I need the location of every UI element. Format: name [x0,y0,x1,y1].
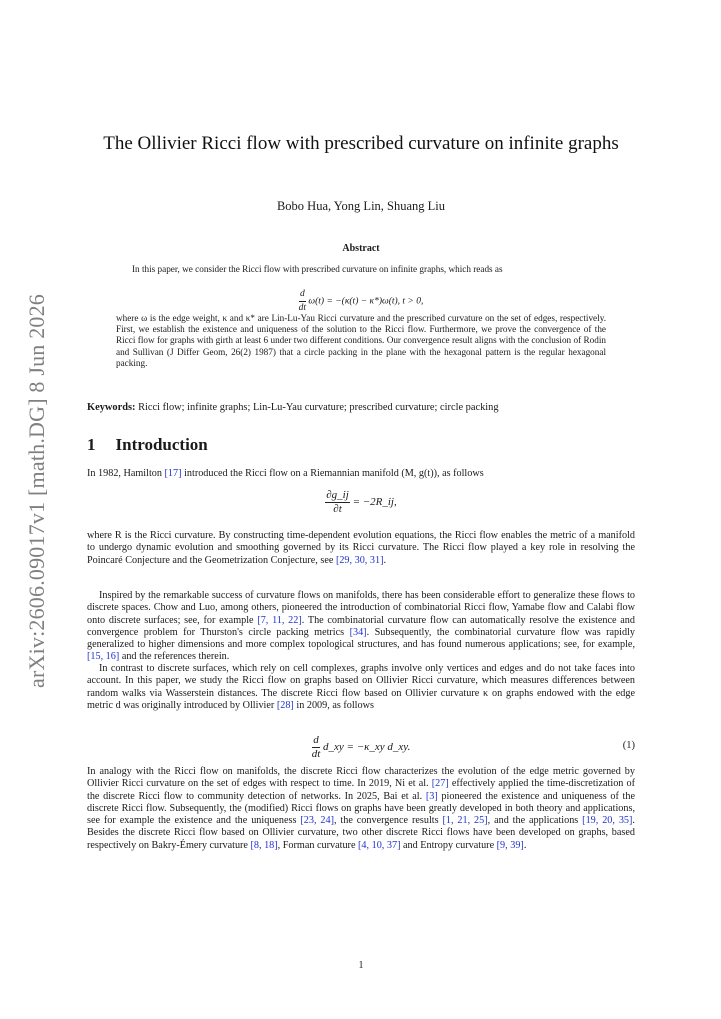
eq2-denominator: dt [311,748,321,760]
text-run: effectively applied the time-discretization of the discrete Ricci flow to community detection of networks. In 2025, Bai et al. [87,778,635,802]
section-heading-introduction [87,435,208,455]
citation-link[interactable]: [4, 10, 37] [358,839,401,851]
citation-link[interactable]: [29, 30, 31] [335,554,384,566]
intro-paragraph-4 [87,663,635,712]
citation-link[interactable]: [17] [164,468,182,479]
equation-number: (1) [622,740,635,751]
paper-authors: Bobo Hua, Yong Lin, Shuang Liu [276,199,446,213]
citation-link[interactable]: [15, 16] [87,651,120,663]
citation-link[interactable]: [28] [276,699,294,711]
section-number: 1 [87,435,96,454]
intro-paragraph-3 [87,590,635,664]
abstract-paragraph-1 [116,264,606,275]
intro-paragraph-2 [87,530,635,567]
citation-link[interactable]: [7, 11, 22] [257,614,302,626]
eq1-fraction [325,489,350,516]
section-title: Introduction [115,435,208,454]
eq2-body: d_xy = −κ_xy d_xy. [323,741,411,754]
text-run: introduced the Ricci flow on a Riemannian manifold (M, g(t)), as follows [181,468,484,479]
arxiv-side-stamp [20,286,54,696]
citation-link[interactable]: [27] [431,778,449,790]
text-run: . Besides the discrete Ricci flow based on Ollivier curvature, two other discrete Ricci flows have been developed on graphs, based respectively on Bakry-Émery curvature [87,815,635,851]
citation-link[interactable]: [23, 24] [300,815,334,827]
citation-link[interactable]: [34] [349,626,367,638]
eq1-numerator: ∂g_ij [326,489,349,501]
intro-paragraph-1 [87,468,635,480]
citation-link[interactable]: [1, 21, 25] [442,815,488,827]
text-run: , the convergence results [333,815,443,827]
eq1-body: = −2R_ij, [352,496,397,509]
abstract-eq-fraction [299,288,306,315]
text-run: . Subsequently, the combinatorial curvature flow was rapidly generalized to higher dimensions and more complex topological structures, and has found numerous applications; see, for example, [87,626,635,651]
citation-link[interactable]: [8, 18] [250,839,278,851]
citation-link[interactable]: [19, 20, 35] [582,815,633,827]
text-run: in 2009, as follows [293,699,374,711]
paper-title: The Ollivier Ricci flow with prescribed curvature on infinite graphs [103,133,619,154]
abstract-eq-denominator: dt [298,303,307,313]
text-run: where R is the Ricci curvature. By constructing time-dependent evolution equations, the Ricci flow enables the metric of a manifold to undergo dynamic evolution and smoothing governed by its Ricci curvature. The Ricci flow played a key role in resolving the Poincaré Conjecture and the Geometrization Conjecture, see [87,530,635,566]
abstract-paragraph-2: where ω is the edge weight, κ and κ* are Lin-Lu-Yau Ricci curvature and the prescribed curvature on the set of edges, respectively. First, we establish the existence and uniqueness of the solution to the Ricci flow. Furthermore, we prove the convergence of the Ricci flow for graphs with girth at least 6 under two different conditions. Our convergence result aligns with the conclusion of Rodin and Sullivan (J Differ Geom, 26(2) 1987) that a circle packing in the plane with the hexagonal pattern is the regular hexagonal packing. [116,313,606,368]
text-run: , and the applications [487,815,583,827]
keywords-text: Ricci flow; infinite graphs; Lin-Lu-Yau curvature; prescribed curvature; circle packing [138,402,499,413]
text-run: In contrast to discrete surfaces, which rely on cell complexes, graphs involve only vertices and edges and do not take faces into account. In this paper, we study the Ricci flow on graphs based on Ollivier Ricci curvature, which measures differences between random walks via Wasserstein distances. The discrete Ricci flow based on Ollivier curvature κ on graphs endowed with the edge metric d was originally introduced by Ollivier [87,663,635,711]
text-run: and Entropy curvature [400,839,497,851]
eq2-numerator: d [313,734,319,746]
text-run: . [523,839,527,851]
text-run: . The combinatorial curvature flow can automatically resolve the existence and convergence problem for Thurston's circle packing metrics [87,614,635,638]
citation-link[interactable]: [9, 39] [496,839,524,851]
text-run: In analogy with the Ricci flow on manifolds, the discrete Ricci flow characterizes the evolution of the edge metric governed by Ollivier Ricci curvature on the set of edges with respect to time. In 2019, Ni et al. [87,766,635,790]
text-run: , Forman curvature [277,839,359,851]
intro-paragraph-5 [87,766,635,852]
text-run: . [383,554,387,566]
citation-link[interactable]: [3] [425,790,438,802]
discrete-ricci-flow-equation [87,734,635,761]
keywords-line [87,402,635,413]
keywords-label: Keywords: [87,402,136,413]
eq1-denominator: ∂t [333,503,342,515]
arxiv-identifier: arXiv:2606.09017v1 [math.DG] 8 Jun 2026 [24,294,50,688]
text-run: and the references therein. [119,651,230,663]
text-run: Inspired by the remarkable success of curvature flows on manifolds, there has been considerable effort to generalize these flows to discrete spaces. Chow and Luo, among others, pioneered the introduction of combinatorial Ricci flow, Yamabe flow and Calabi flow onto discrete surfaces; see, for example [87,590,635,626]
text-run: pioneered the existence and uniqueness of the discrete Ricci flow. Subsequently, the (modified) Ricci flows on graphs have been greatly developed in both theory and applications, see for example the existence and the uniqueness [87,790,635,827]
ricci-flow-equation [87,489,635,516]
text-run: In 1982, Hamilton [87,468,165,479]
eq2-fraction [312,734,321,761]
abstract-heading: Abstract [342,243,380,254]
abstract-eq-numerator: d [299,288,306,302]
page-number: 1 [358,960,364,971]
abstract-text-1: In this paper, we consider the Ricci flow with prescribed curvature on infinite graphs, which reads as [132,264,503,274]
abstract-equation [87,288,635,315]
abstract-eq-body: ω(t) = −(κ(t) − κ*)ω(t), t > 0, [308,296,424,307]
